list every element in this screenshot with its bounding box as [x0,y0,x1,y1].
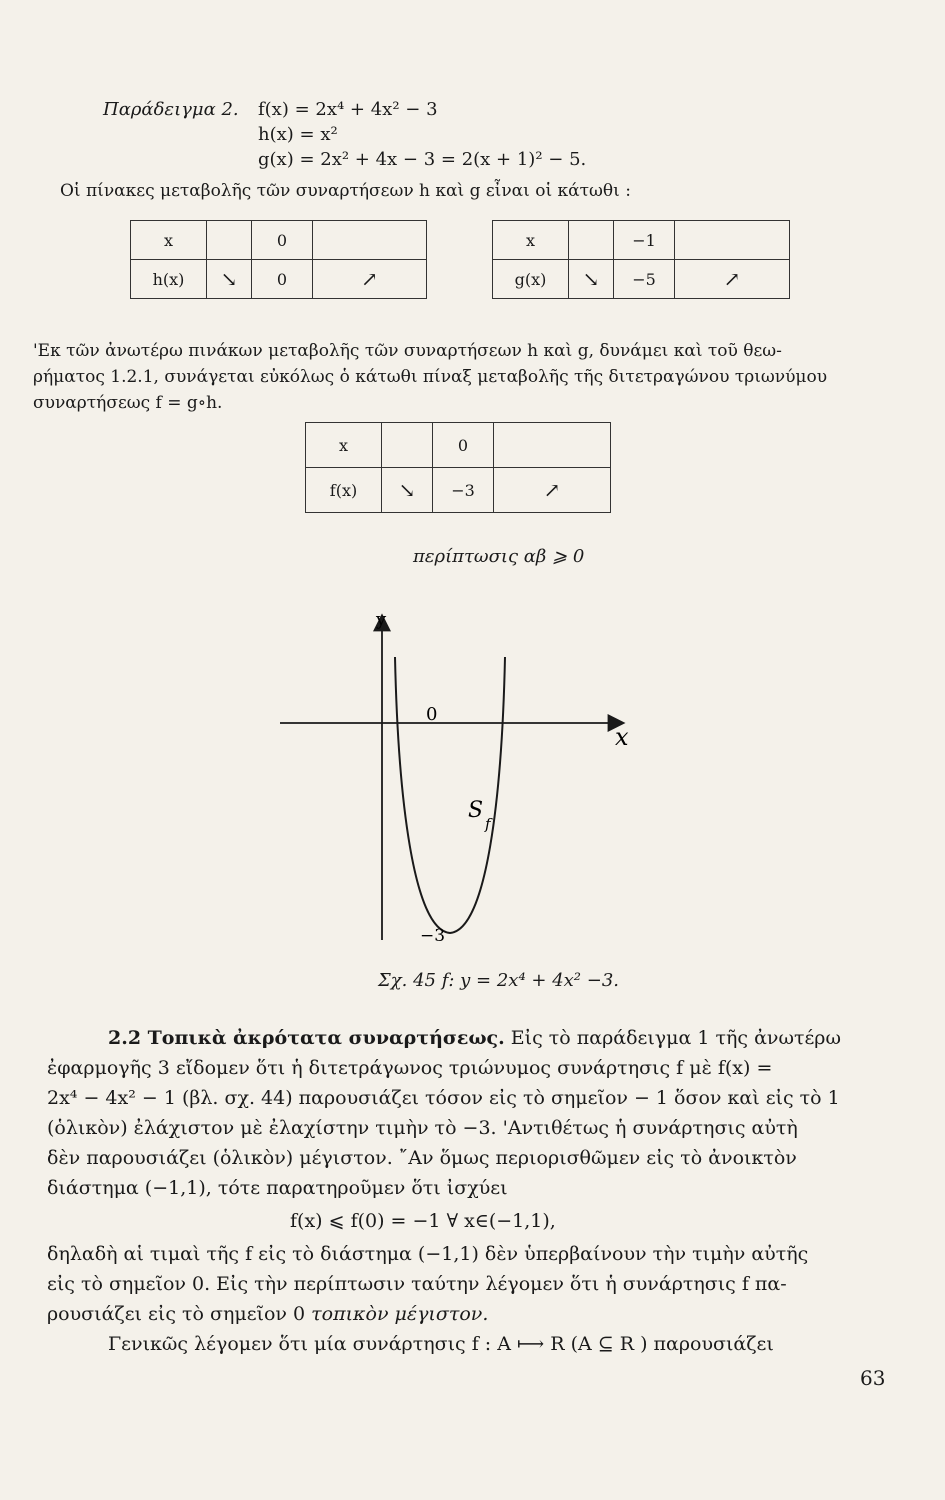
section-heading: 2.2 Τοπικὰ ἀκρότατα συναρτήσεως. [108,1027,505,1049]
arrow-up-icon: ↗ [675,260,790,299]
section-line-2: ἐφαρμογῆς 3 εἴδομεν ὅτι ἡ διτετράγωνος τριώνυμος συνάρτησις f μὲ f(x) = [47,1057,773,1079]
arrow-up-icon: ↗ [313,260,427,299]
curve-subscript: f [485,815,491,833]
table-h-f-value: 0 [252,260,313,299]
section-line-3: 2x⁴ − 4x² − 1 (βλ. σχ. 44) παρουσιάζει τόσον εἰς τὸ σημεῖον − 1 ὅσον καὶ εἰς τὸ 1 [47,1087,840,1109]
arrow-down-icon: ↘ [382,468,433,513]
table-g-f-value: −5 [614,260,675,299]
arrow-up-icon: ↗ [494,468,611,513]
table-g-x-label: x [493,221,569,260]
x-axis-label: x [615,723,629,751]
section-line-8: δηλαδὴ αἱ τιμαὶ τῆς f εἰς τὸ διάστημα (−1,1) δὲν ὑπερβαίνουν τὴν τιμὴν αὐτῆς [47,1243,809,1265]
example-label: Παράδειγμα 2. [103,99,239,120]
composite-line-1: 'Εκ τῶν ἀνωτέρω πινάκων μεταβολῆς τῶν συναρτήσεων h καὶ g, δυνάμει καὶ τοῦ θεω- [33,341,782,361]
table-g-x-value: −1 [614,221,675,260]
inequality-formula: f(x) ⩽ f(0) = −1 ∀ x∈(−1,1), [290,1210,556,1232]
curve-sf [395,657,505,933]
variation-table-h [130,220,427,299]
figure-caption: Σχ. 45 f: y = 2x⁴ + 4x² −3. [378,970,619,991]
composite-line-2: ρήματος 1.2.1, συνάγεται εὐκόλως ὁ κάτωθι πίναξ μεταβολῆς τῆς διτετραγώνου τριωνύμου [33,367,828,387]
table-h-x-value: 0 [252,221,313,260]
variation-table-g [492,220,790,299]
table-f-f-value: −3 [433,468,494,513]
section-line-12: Γενικῶς λέγομεν ὅτι μία συνάρτησις f : A ⟼ R (A ⊆ R ) παρουσιάζει [108,1333,774,1355]
section-line-6: διάστημα (−1,1), τότε παρατηροῦμεν ὅτι ἰσχύει [47,1177,508,1199]
table-f-f-label: f(x) [306,468,382,513]
g-definition: g(x) = 2x² + 4x − 3 = 2(x + 1)² − 5. [258,149,587,170]
composite-line-3: συναρτήσεως f = g∘h. [33,393,223,413]
curve-label: S [468,798,484,823]
h-definition: h(x) = x² [258,124,338,145]
case-label: περίπτωσις αβ ⩾ 0 [413,546,585,567]
table-f-x-label: x [306,423,382,468]
section-line-1: Εἰς τὸ παράδειγμα 1 τῆς ἀνωτέρω [504,1027,841,1049]
origin-label: 0 [426,704,438,725]
page-number: 63 [860,1366,886,1390]
table-h-x-label: x [131,221,207,260]
variation-table-f [305,422,611,513]
arrow-down-icon: ↘ [207,260,252,299]
table-f-x-value: 0 [433,423,494,468]
table-h-f-label: h(x) [131,260,207,299]
arrow-down-icon: ↘ [569,260,614,299]
local-maximum-term: τοπικὸν μέγιστον. [311,1303,489,1325]
tables-intro: Οἱ πίνακες μεταβολῆς τῶν συναρτήσεων h καὶ g εἶναι οἱ κάτωθι : [60,181,631,201]
section-line-9: εἰς τὸ σημεῖον 0. Εἰς τὴν περίπτωσιν ταύτην λέγομεν ὅτι ἡ συνάρτησις f πα- [47,1273,787,1295]
f-definition: f(x) = 2x⁴ + 4x² − 3 [258,99,438,120]
table-g-f-label: g(x) [493,260,569,299]
section-line-4: (ὁλικὸν) ἐλάχιστον μὲ ἐλαχίστην τιμὴν τὸ −3. 'Αντιθέτως ἡ συνάρτησις αὐτὴ [47,1117,798,1139]
function-graph [280,595,650,955]
section-line-10: ρουσιάζει εἰς τὸ σημεῖον 0 [47,1303,312,1325]
minimum-label: −3 [420,926,446,946]
section-line-5: δὲν παρουσιάζει (ὁλικὸν) μέγιστον. ῎Αν ὅμως περιορισθῶμεν εἰς τὸ ἀνοικτὸν [47,1147,797,1169]
y-axis-label: y [376,609,387,630]
